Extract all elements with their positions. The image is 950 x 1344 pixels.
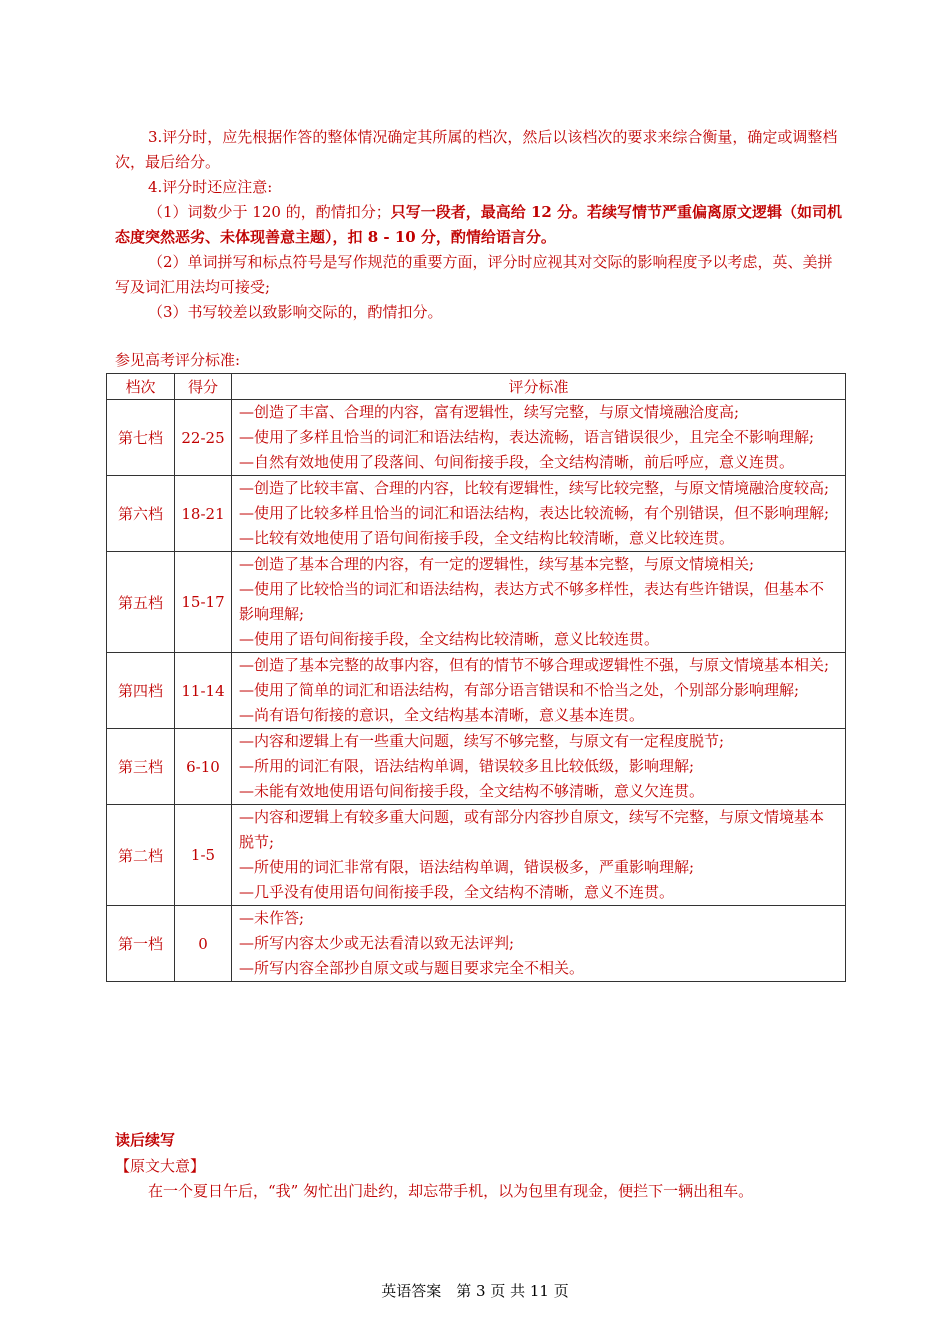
summary-text: 在一个夏日午后，“我” 匆忙出门赴约，却忘带手机，以为包里有现金，便拦下一辆出租车。 — [148, 1182, 754, 1200]
level-cell: 第五档 — [107, 552, 175, 653]
header-level: 档次 — [107, 374, 175, 400]
criteria-line: —创造了丰富、合理的内容，富有逻辑性，续写完整，与原文情境融洽度高; — [239, 403, 740, 421]
criteria-line: —几乎没有使用语句间衔接手段，全文结构不清晰，意义不连贯。 — [239, 883, 675, 901]
score-cell: 22-25 — [175, 400, 232, 476]
table-row — [107, 729, 846, 805]
criteria-line: —所使用的词汇非常有限，语法结构单调，错误极多，严重影响理解; — [239, 858, 695, 876]
level-cell: 第三档 — [107, 729, 175, 805]
criteria-line: —内容和逻辑上有较多重大问题，或有部分内容抄自原文，续写不完整，与原文情境基本脱节; — [239, 808, 825, 851]
criteria-line: —所写内容全部抄自原文或与题目要求完全不相关。 — [239, 959, 585, 977]
criteria-line: —创造了比较丰富、合理的内容，比较有逻辑性，续写比较完整，与原文情境融洽度较高; — [239, 479, 830, 497]
criteria-line: —自然有效地使用了段落间、句间衔接手段，全文结构清晰，前后呼应，意义连贯。 — [239, 453, 795, 471]
level-cell: 第二档 — [107, 805, 175, 906]
criteria-line: —尚有语句衔接的意识，全文结构基本清晰，意义基本连贯。 — [239, 706, 645, 724]
criteria-line: —未能有效地使用语句间衔接手段，全文结构不够清晰，意义欠连贯。 — [239, 782, 705, 800]
criteria-cell — [232, 552, 846, 653]
summary-label: 【原文大意】 — [115, 1157, 206, 1175]
reference-title: 参见高考评分标准: — [115, 351, 241, 369]
grading-table — [106, 373, 846, 982]
header-score: 得分 — [175, 374, 232, 400]
page-footer: 英语答案 第 3 页 共 11 页 — [381, 1282, 569, 1300]
table-row — [107, 805, 846, 906]
level-cell: 第六档 — [107, 476, 175, 552]
criteria-cell — [232, 805, 846, 906]
criteria-cell — [232, 476, 846, 552]
note-4-1 — [115, 200, 846, 250]
table-row — [107, 906, 846, 982]
note-4: 4.评分时还应注意: — [148, 178, 273, 196]
criteria-line: —创造了基本合理的内容，有一定的逻辑性，续写基本完整，与原文情境相关; — [239, 555, 755, 573]
note-4-1-bold: 只写一段者，最高给 12 分。若续写情节严重偏离原文逻辑（如司机态度突然恶劣、未体现善意主题），扣 8 - 10 分，酌情给语言分。 — [115, 203, 843, 246]
criteria-line: —使用了简单的词汇和语法结构，有部分语言错误和不恰当之处，个别部分影响理解; — [239, 681, 800, 699]
criteria-cell — [232, 400, 846, 476]
criteria-line: —内容和逻辑上有一些重大问题，续写不够完整，与原文有一定程度脱节; — [239, 732, 725, 750]
criteria-line: —所写内容太少或无法看清以致无法评判; — [239, 934, 515, 952]
criteria-line: —使用了比较多样且恰当的词汇和语法结构，表达比较流畅，有个别错误，但不影响理解; — [239, 504, 830, 522]
table-row — [107, 653, 846, 729]
level-cell: 第一档 — [107, 906, 175, 982]
note-4-1-normal: （1）词数少于 120 的，酌情扣分； — [148, 203, 391, 221]
score-cell: 1-5 — [175, 805, 232, 906]
criteria-line: —比较有效地使用了语句间衔接手段，全文结构比较清晰，意义比较连贯。 — [239, 529, 735, 547]
score-cell: 15-17 — [175, 552, 232, 653]
criteria-cell — [232, 906, 846, 982]
note-3: 3.评分时，应先根据作答的整体情况确定其所属的档次，然后以该档次的要求来综合衡量，确定或调整档次，最后给分。 — [115, 128, 838, 171]
score-cell: 11-14 — [175, 653, 232, 729]
criteria-line: —使用了多样且恰当的词汇和语法结构，表达流畅，语言错误很少，且完全不影响理解; — [239, 428, 815, 446]
criteria-cell — [232, 729, 846, 805]
section-heading: 读后续写 — [115, 1132, 176, 1149]
table-row — [107, 552, 846, 653]
table-row — [107, 400, 846, 476]
table-header-row — [107, 374, 846, 400]
criteria-line: —所用的词汇有限，语法结构单调，错误较多且比较低级，影响理解; — [239, 757, 695, 775]
header-criteria: 评分标准 — [232, 374, 846, 400]
criteria-line: —创造了基本完整的故事内容，但有的情节不够合理或逻辑性不强，与原文情境基本相关; — [239, 656, 830, 674]
note-4-3: （3）书写较差以致影响交际的，酌情扣分。 — [148, 303, 443, 321]
criteria-line: —使用了语句间衔接手段，全文结构比较清晰，意义比较连贯。 — [239, 630, 660, 648]
note-4-2: （2）单词拼写和标点符号是写作规范的重要方面，评分时应视其对交际的影响程度予以考虑，英、美拼写及词汇用法均可接受; — [115, 253, 833, 296]
score-cell: 0 — [175, 906, 232, 982]
criteria-line: —未作答; — [239, 909, 305, 927]
level-cell: 第七档 — [107, 400, 175, 476]
level-cell: 第四档 — [107, 653, 175, 729]
criteria-cell — [232, 653, 846, 729]
score-cell: 6-10 — [175, 729, 232, 805]
table-row — [107, 476, 846, 552]
score-cell: 18-21 — [175, 476, 232, 552]
criteria-line: —使用了比较恰当的词汇和语法结构，表达方式不够多样性，表达有些许错误，但基本不影响理解; — [239, 580, 825, 623]
